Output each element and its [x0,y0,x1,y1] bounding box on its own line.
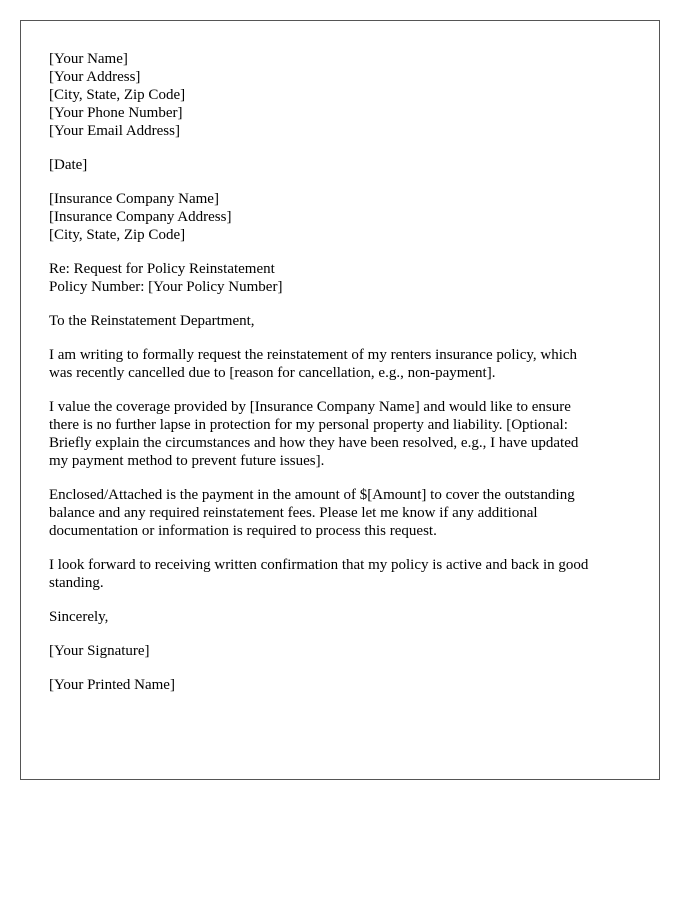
paragraph-line: Briefly explain the circumstances and how they have been resolved, e.g., I have updated [49,435,579,451]
sender-name: [Your Name] [49,51,128,67]
salutation-block [49,312,639,330]
sender-block [49,50,639,140]
paragraph-line: Enclosed/Attached is the payment in the amount of $[Amount] to cover the outstanding [49,487,575,503]
salutation: To the Reinstatement Department, [49,313,255,329]
paragraph-line: standing. [49,575,104,591]
signature: [Your Signature] [49,643,150,659]
recipient-company-address: [Insurance Company Address] [49,209,232,225]
paragraph-line: I value the coverage provided by [Insurance Company Name] and would like to ensure [49,399,571,415]
paragraph-line: there is no further lapse in protection for my personal property and liability. [Optional: [49,417,568,433]
paragraph-line: I am writing to formally request the reinstatement of my renters insurance policy, which [49,347,578,363]
paragraph-line: my payment method to prevent future issues]. [49,453,325,469]
paragraph-line: was recently cancelled due to [reason for cancellation, e.g., non-payment]. [49,365,496,381]
paragraph-line: balance and any required reinstatement fees. Please let me know if any additional [49,505,538,521]
subject-block [49,260,639,296]
closing: Sincerely, [49,609,109,625]
paragraph-line: documentation or information is required to process this request. [49,523,437,539]
subject-policy-line: Policy Number: [Your Policy Number] [49,279,283,295]
sender-email: [Your Email Address] [49,123,180,139]
subject-re-line: Re: Request for Policy Reinstatement [49,261,275,277]
paragraph-line: I look forward to receiving written confirmation that my policy is active and back in good [49,557,589,573]
letter-page [20,20,660,780]
recipient-company-name: [Insurance Company Name] [49,191,219,207]
letter-content [49,50,639,710]
printed-name-block [49,676,639,694]
body-paragraph-4 [49,556,639,592]
signature-block [49,642,639,660]
date-block [49,156,639,174]
sender-phone: [Your Phone Number] [49,105,183,121]
sender-city-state-zip: [City, State, Zip Code] [49,87,186,103]
letter-date: [Date] [49,157,88,173]
printed-name: [Your Printed Name] [49,677,175,693]
body-paragraph-3 [49,486,639,540]
recipient-block [49,190,639,244]
body-paragraph-1 [49,346,639,382]
body-paragraph-2 [49,398,639,470]
sender-address: [Your Address] [49,69,141,85]
closing-block [49,608,639,626]
recipient-city-state-zip: [City, State, Zip Code] [49,227,186,243]
